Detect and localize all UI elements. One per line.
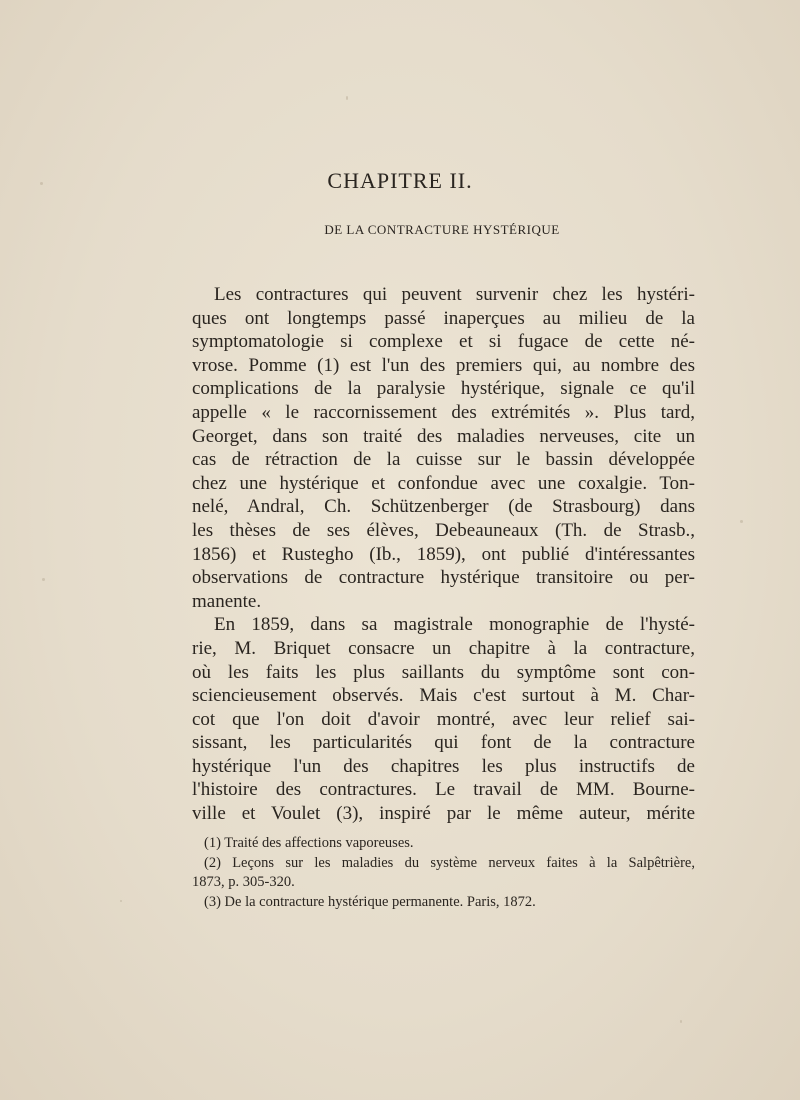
body-line: cot que l'on doit d'avoir montré, avec leur relief sai- <box>192 708 695 730</box>
body-line: 1856) et Rustegho (Ib., 1859), ont publié d'intéressantes <box>192 543 695 565</box>
paper-speck <box>680 1020 682 1023</box>
body-line: symptomatologie si complexe et si fugace de cette né- <box>192 331 695 353</box>
body-line: Les contractures qui peuvent survenir chez les hystéri- <box>214 284 695 305</box>
chapter-subtitle: DE LA CONTRACTURE HYSTÉRIQUE <box>324 222 560 237</box>
body-line: sissant, les particularités qui font de la contracture <box>192 732 695 754</box>
body-line: ques ont longtemps passé inaperçues au milieu de la <box>192 307 695 329</box>
body-line: manente. <box>192 590 262 612</box>
body-line: Georget, dans son traité des maladies nerveuses, cite un <box>192 425 695 447</box>
body-line: En 1859, dans sa magistrale monographie de l'hysté- <box>214 614 695 636</box>
body-line: rie, M. Briquet consacre un chapitre à la contracture, <box>192 637 695 659</box>
body-line: cas de rétraction de la cuisse sur le bassin développée <box>192 449 695 471</box>
body-line: appelle « le raccornissement des extrémités ». Plus tard, <box>192 401 695 423</box>
body-line: l'histoire des contractures. Le travail de MM. Bourne- <box>192 779 695 801</box>
body-line: hystérique l'un des chapitres les plus instructifs de <box>192 755 695 777</box>
footnotes <box>192 834 695 912</box>
body-line: chez une hystérique et confondue avec une coxalgie. Ton- <box>192 472 695 494</box>
body-text <box>192 283 695 826</box>
footnote-line: 1873, p. 305-320. <box>192 874 295 890</box>
body-line: les thèses de ses élèves, Debeauneaux (Th. de Strasb., <box>192 519 695 541</box>
chapter-title: CHAPITRE II. <box>327 168 473 193</box>
paper-speck <box>42 578 45 581</box>
body-line: nelé, Andral, Ch. Schützenberger (de Strasbourg) dans <box>192 496 695 518</box>
body-line: vrose. Pomme (1) est l'un des premiers qui, au nombre des <box>192 354 695 376</box>
body-line: où les faits les plus saillants du symptôme sont con- <box>192 661 695 683</box>
footnote-line: (1) Traité des affections vaporeuses. <box>204 835 414 851</box>
paper-speck <box>120 900 122 902</box>
footnote-line: (2) Leçons sur les maladies du système nerveux faites à la Salpêtrière, <box>204 854 695 871</box>
body-line: observations de contracture hystérique transitoire ou per- <box>192 567 695 589</box>
paper-speck <box>40 182 43 185</box>
body-line: ville et Voulet (3), inspiré par le même auteur, mérite <box>192 803 695 825</box>
body-line: sciencieusement observés. Mais c'est surtout à M. Char- <box>192 685 695 707</box>
footnote-line: (3) De la contracture hystérique permanente. Paris, 1872. <box>204 893 536 910</box>
paper-speck <box>740 520 743 523</box>
paper-speck <box>346 96 348 100</box>
body-line: complications de la paralysie hystérique, signale ce qu'il <box>192 378 695 400</box>
